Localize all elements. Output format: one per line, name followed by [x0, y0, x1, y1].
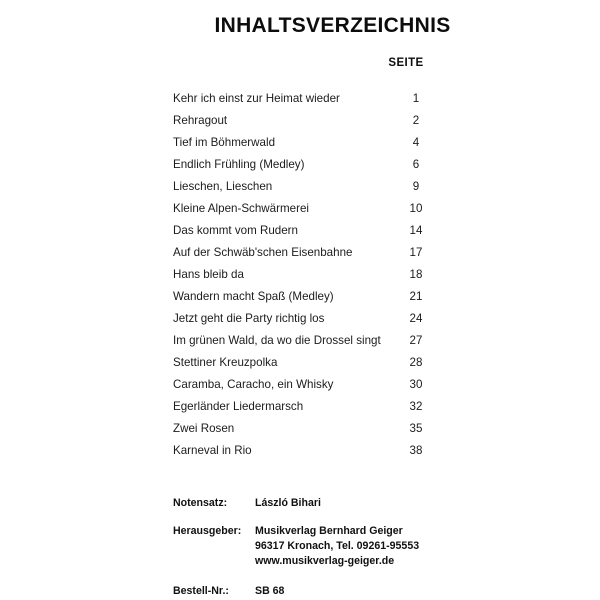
herausgeber-value — [255, 524, 503, 569]
toc-entry-page-number: 38 — [409, 444, 423, 457]
toc-entry — [173, 440, 434, 462]
toc-entry — [173, 88, 434, 110]
imprint-row-bestellnr — [173, 584, 503, 599]
table-of-contents-list — [173, 88, 434, 462]
notensatz-label: Notensatz: — [173, 497, 228, 509]
toc-entry-title: Tief im Böhmerwald — [173, 136, 276, 149]
toc-entry-title: Hans bleib da — [173, 268, 244, 281]
toc-entry — [173, 352, 434, 374]
toc-entry — [173, 154, 434, 176]
toc-entry-page-number: 18 — [409, 268, 423, 281]
toc-entry-title: Rehragout — [173, 114, 228, 127]
toc-entry — [173, 176, 434, 198]
bestellnr-value: SB 68 — [255, 585, 285, 597]
toc-entry-page-number: 28 — [409, 356, 423, 369]
toc-entry-title: Im grünen Wald, da wo die Drossel singt — [173, 334, 381, 347]
toc-entry — [173, 374, 434, 396]
publisher-name: Musikverlag Bernhard Geiger — [255, 525, 403, 537]
toc-entry-page-number: 1 — [412, 92, 420, 105]
toc-entry — [173, 242, 434, 264]
toc-entry — [173, 110, 434, 132]
toc-entry — [173, 198, 434, 220]
toc-entry-title: Endlich Frühling (Medley) — [173, 158, 305, 171]
toc-entry-title: Kleine Alpen-Schwärmerei — [173, 202, 309, 215]
bestellnr-label: Bestell-Nr.: — [173, 585, 229, 597]
toc-entry — [173, 220, 434, 242]
toc-entry-title: Das kommt vom Rudern — [173, 224, 298, 237]
toc-entry-page-number: 6 — [412, 158, 420, 171]
toc-entry-page-number: 10 — [409, 202, 423, 215]
toc-entry-page-number: 32 — [409, 400, 423, 413]
toc-entry-title: Egerländer Liedermarsch — [173, 400, 304, 413]
toc-entry — [173, 396, 434, 418]
toc-entry-page-number: 9 — [412, 180, 420, 193]
toc-entry-title: Stettiner Kreuzpolka — [173, 356, 278, 369]
toc-entry-page-number: 24 — [409, 312, 423, 325]
toc-entry-page-number: 30 — [409, 378, 423, 391]
toc-entry — [173, 330, 434, 352]
toc-entry-page-number: 14 — [409, 224, 423, 237]
toc-entry-title: Caramba, Caracho, ein Whisky — [173, 378, 334, 391]
toc-entry — [173, 132, 434, 154]
imprint-row-notensatz — [173, 496, 503, 511]
toc-entry-title: Karneval in Rio — [173, 444, 252, 457]
toc-entry-page-number: 35 — [409, 422, 423, 435]
toc-entry — [173, 264, 434, 286]
toc-entry — [173, 286, 434, 308]
publisher-website: www.musikverlag-geiger.de — [255, 555, 395, 567]
toc-entry-title: Zwei Rosen — [173, 422, 235, 435]
publisher-address: 96317 Kronach, Tel. 09261-95553 — [255, 540, 420, 552]
toc-entry-title: Lieschen, Lieschen — [173, 180, 273, 193]
toc-entry-title: Jetzt geht die Party richtig los — [173, 312, 325, 325]
toc-entry-page-number: 4 — [412, 136, 420, 149]
toc-entry — [173, 308, 434, 330]
imprint-block — [173, 496, 503, 599]
toc-entry-page-number: 27 — [409, 334, 423, 347]
page-title: INHALTSVERZEICHNIS — [214, 14, 451, 37]
toc-entry-page-number: 21 — [409, 290, 423, 303]
toc-entry-title: Kehr ich einst zur Heimat wieder — [173, 92, 340, 105]
notensatz-value: László Bihari — [255, 497, 321, 509]
toc-entry-title: Wandern macht Spaß (Medley) — [173, 290, 334, 303]
toc-entry — [173, 418, 434, 440]
herausgeber-label: Herausgeber: — [173, 525, 242, 537]
toc-entry-page-number: 2 — [412, 114, 420, 127]
column-header-seite: SEITE — [388, 57, 424, 69]
imprint-row-herausgeber — [173, 524, 503, 569]
toc-entry-page-number: 17 — [409, 246, 423, 259]
toc-entry-title: Auf der Schwäb'schen Eisenbahne — [173, 246, 353, 259]
